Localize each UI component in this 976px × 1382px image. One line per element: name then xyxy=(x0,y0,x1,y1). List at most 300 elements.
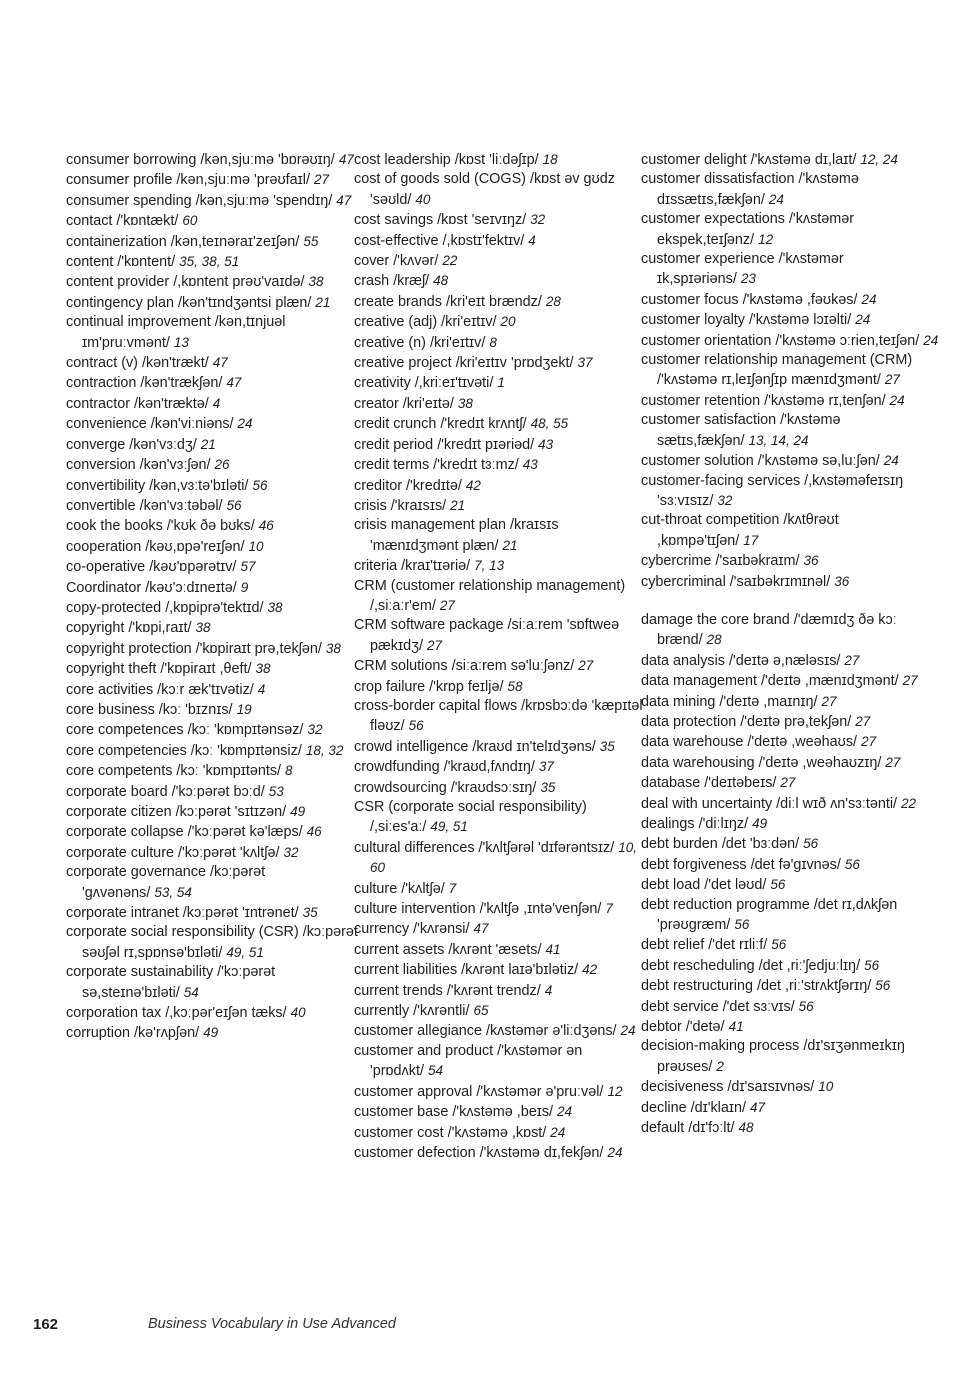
index-term: crisis /'kraɪsɪs/ xyxy=(354,497,447,514)
index-page-refs: 36 xyxy=(803,553,819,569)
index-page-refs: 28 xyxy=(706,632,722,648)
index-page-refs: 12 xyxy=(607,1083,623,1099)
index-entry xyxy=(354,919,646,939)
index-page-refs: 27 xyxy=(821,693,837,709)
index-entry xyxy=(354,960,646,980)
index-entry xyxy=(641,753,941,773)
index-entry xyxy=(66,272,358,292)
index-term: convertible /kən'vɜːtəbəl/ xyxy=(66,497,223,514)
index-page-refs: 28 xyxy=(545,293,561,309)
index-entry xyxy=(354,496,646,516)
index-entry xyxy=(641,472,941,512)
index-term: core competences /kɔː 'kɒmpɪtənsəz/ xyxy=(66,722,304,739)
index-term: culture intervention /'kʌltʃə ,ɪntə'venʃən/ xyxy=(354,901,602,918)
index-entry xyxy=(354,899,646,919)
index-term: contraction /kən'trækʃən/ xyxy=(66,375,223,392)
index-entry xyxy=(641,773,941,793)
index-entry xyxy=(66,963,358,1003)
index-page-refs: 21 xyxy=(315,294,331,310)
index-page-refs: 56 xyxy=(803,836,819,852)
index-entry xyxy=(641,511,941,551)
index-page-refs: 47 xyxy=(336,192,352,208)
index-term: data warehousing /'deɪtə ,weəhaʊzɪŋ/ xyxy=(641,754,882,771)
index-page-refs: 24 xyxy=(237,416,253,432)
index-term: data warehouse /'deɪtə ,weəhaʊs/ xyxy=(641,734,858,751)
index-entry xyxy=(354,556,646,576)
index-entry xyxy=(66,496,358,516)
index-term: debt burden /det 'bɜːdən/ xyxy=(641,836,800,853)
index-page-refs: 41 xyxy=(728,1019,744,1035)
index-term: CRM software package /siːaːrem 'sɒftweə pækɪdʒ/ xyxy=(354,617,620,654)
index-term: consumer spending /kən,sjuːmə 'spendɪŋ/ xyxy=(66,192,333,209)
index-page-refs: 49 xyxy=(752,816,768,831)
index-entry xyxy=(354,940,646,960)
index-page-refs: 56 xyxy=(734,917,750,933)
index-term: containerization /kən,teɪnəraɪ'zeɪʃən/ xyxy=(66,233,300,250)
index-entry xyxy=(66,232,358,252)
index-entry xyxy=(641,671,941,691)
index-term: credit crunch /'kredɪt krʌntʃ/ xyxy=(354,416,527,433)
index-term: default /dɪ'fɔːlt/ xyxy=(641,1120,735,1137)
index-entry xyxy=(641,611,941,651)
index-page-refs: 36 xyxy=(834,573,850,589)
index-page-refs: 7 xyxy=(448,880,457,896)
index-page-refs: 48, 55 xyxy=(530,416,569,432)
index-page-refs: 10, 60 xyxy=(370,839,638,876)
index-entry xyxy=(354,251,646,271)
index-term: crash /kræʃ/ xyxy=(354,273,430,290)
index-term: creative (n) /kri'eɪtɪv/ xyxy=(354,334,486,351)
book-title: Business Vocabulary in Use Advanced xyxy=(148,1316,396,1332)
index-entry xyxy=(354,1143,646,1163)
index-page-refs: 24 xyxy=(889,392,905,408)
index-term: continual improvement /kən,tɪnjuəl ɪm'pruːvmənt/ xyxy=(66,314,286,351)
index-page-refs: 43 xyxy=(538,436,554,452)
index-entry xyxy=(641,572,941,592)
index-term: customer satisfaction /'kʌstəmə sætɪs,fækʃən/ xyxy=(641,412,841,449)
index-page-refs: 24 xyxy=(923,332,939,348)
index-page-refs: 57 xyxy=(240,559,256,575)
index-term: copyright protection /'kɒpiraɪt prə,tekʃən/ xyxy=(66,640,322,657)
index-term: data analysis /'deɪtə ə,næləsɪs/ xyxy=(641,652,841,669)
index-page-refs: 41 xyxy=(545,941,561,957)
index-page-refs: 23 xyxy=(740,271,756,287)
index-page-refs: 27 xyxy=(314,172,330,188)
index-entry xyxy=(66,903,358,923)
index-entry xyxy=(641,855,941,875)
index-term: Coordinator /kəʊ'ɔːdɪneɪtə/ xyxy=(66,579,237,596)
index-term: data mining /'deɪtə ,maɪnɪŋ/ xyxy=(641,693,818,710)
index-entry xyxy=(354,677,646,697)
index-term: decline /dɪ'klaɪn/ xyxy=(641,1099,746,1116)
index-page-refs: 47 xyxy=(750,1099,766,1115)
index-entry xyxy=(66,923,358,963)
index-page-refs: 27 xyxy=(884,372,900,388)
index-entry xyxy=(354,353,646,373)
index-entry xyxy=(641,551,941,571)
index-term: current liabilities /kʌrənt laɪə'bɪlətiz/ xyxy=(354,962,579,979)
index-term: customer and product /'kʌstəmər ən 'prɒdʌkt/ xyxy=(354,1042,583,1080)
index-page-refs: 60 xyxy=(182,213,198,229)
index-entry xyxy=(641,1017,941,1037)
index-entry xyxy=(66,211,358,231)
index-term: currently /'kʌrəntli/ xyxy=(354,1003,470,1020)
index-term: debt relief /'det rɪliːf/ xyxy=(641,937,768,954)
index-entry xyxy=(66,782,358,802)
index-page-refs: 27 xyxy=(855,713,871,729)
index-page-refs: 27 xyxy=(578,658,594,674)
index-page-refs: 26 xyxy=(214,457,230,473)
index-entry xyxy=(641,290,941,310)
index-page-refs: 1 xyxy=(497,375,505,391)
index-entry xyxy=(641,1118,941,1138)
index-entry xyxy=(354,414,646,434)
index-entry xyxy=(66,822,358,842)
index-entry xyxy=(66,373,358,393)
index-entry xyxy=(641,814,941,834)
index-entry xyxy=(354,435,646,455)
page-number: 162 xyxy=(33,1316,59,1333)
index-page-refs: 24 xyxy=(855,312,871,328)
index-entry xyxy=(641,976,941,996)
index-term: creativity /,kriːeɪ'tɪvəti/ xyxy=(354,375,494,392)
index-entry xyxy=(354,1042,646,1082)
index-term: crowdfunding /'kraʊd,fʌndɪŋ/ xyxy=(354,759,535,776)
index-entry xyxy=(66,191,358,211)
index-term: customer-facing services /,kʌstəməfeɪsɪŋ 'sɜːvɪsɪz/ xyxy=(641,472,904,509)
index-term: content provider /,kɒntent prəʊ'vaɪdə/ xyxy=(66,274,305,291)
index-entry xyxy=(641,1037,941,1077)
index-term: copy-protected /,kɒpiprə'tektɪd/ xyxy=(66,599,264,616)
index-page-refs: 10 xyxy=(248,538,264,554)
index-entry xyxy=(354,150,646,170)
index-entry xyxy=(66,537,358,557)
index-term: contingency plan /kən'tɪndʒəntsi plæn/ xyxy=(66,294,312,311)
index-entry xyxy=(354,292,646,312)
index-term: conversion /kən'vɜːʃən/ xyxy=(66,457,211,474)
index-page-refs: 24 xyxy=(620,1023,636,1039)
index-entry xyxy=(641,170,941,210)
index-term: debtor /'detə/ xyxy=(641,1019,725,1036)
index-term: corporate culture /'kɔːpərət 'kʌltʃə/ xyxy=(66,844,280,861)
index-term: debt load /'det ləʊd/ xyxy=(641,877,767,894)
index-entry xyxy=(66,435,358,455)
index-term: debt forgiveness /det fə'gɪvnəs/ xyxy=(641,856,841,873)
index-page-refs: 56 xyxy=(770,877,786,893)
index-term: current trends /'kʌrənt trendz/ xyxy=(354,982,541,999)
index-term: contact /'kɒntækt/ xyxy=(66,213,179,230)
index-entry xyxy=(354,333,646,353)
index-page-refs: 2 xyxy=(716,1058,724,1074)
index-term: cultural differences /'kʌltʃərəl 'dɪfərəntsɪz/ xyxy=(354,839,615,856)
index-entry xyxy=(354,1082,646,1102)
index-page-refs: 56 xyxy=(408,718,424,734)
index-page-refs: 35 xyxy=(540,779,556,795)
index-term: cover /'kʌvər/ xyxy=(354,253,439,270)
index-term: current assets /kʌrənt 'æsets/ xyxy=(354,941,542,958)
index-term: creditor /'kredɪtə/ xyxy=(354,477,462,494)
index-term: crop failure /'krɒp feɪljə/ xyxy=(354,678,504,695)
index-entry xyxy=(641,411,941,451)
index-entry xyxy=(641,712,941,732)
index-term: copyright theft /'kɒpiraɪt ,θeft/ xyxy=(66,661,252,678)
index-column-3 xyxy=(641,150,941,1139)
index-page-refs: 22 xyxy=(901,795,917,811)
index-term: debt service /'det sɜːvɪs/ xyxy=(641,998,795,1015)
index-entry xyxy=(354,476,646,496)
index-entry xyxy=(354,616,646,656)
index-page-refs: 35, 38, 51 xyxy=(179,254,240,270)
index-entry xyxy=(354,737,646,757)
index-entry xyxy=(354,516,646,556)
index-term: core business /kɔː 'bɪznɪs/ xyxy=(66,701,233,718)
index-page-refs: 12, 24 xyxy=(860,152,898,167)
index-term: consumer borrowing /kən,sjuːmə 'bɒrəʊɪŋ/ xyxy=(66,152,335,168)
index-entry xyxy=(354,577,646,617)
index-page-refs: 21 xyxy=(450,497,466,513)
index-term: customer base /'kʌstəmə ,beɪs/ xyxy=(354,1104,554,1121)
index-page-refs: 7 xyxy=(605,901,613,917)
index-page-refs: 49 xyxy=(290,804,306,819)
index-term: cook the books /'kʊk ðə bʊks/ xyxy=(66,518,255,535)
index-entry xyxy=(66,741,358,761)
index-page-refs: 13 xyxy=(173,334,189,350)
index-page-refs: 56 xyxy=(252,477,268,493)
index-entry xyxy=(641,310,941,330)
index-page-refs: 48 xyxy=(738,1120,754,1136)
index-column-1 xyxy=(66,150,358,1044)
index-term: core competents /kɔː 'kɒmpɪtənts/ xyxy=(66,763,282,780)
index-entry xyxy=(66,659,358,679)
index-page-refs: 27 xyxy=(885,754,901,770)
index-term: CRM (customer relationship management) /,siːaːr'em/ xyxy=(354,577,626,614)
index-page-refs: 56 xyxy=(844,856,860,872)
index-page-refs: 8 xyxy=(489,334,497,350)
letter-section-gap xyxy=(641,592,941,611)
index-term: corporate social responsibility (CSR) /kɔːpərət səʊʃəl rɪ,spɒnsə'bɪləti/ xyxy=(66,924,358,961)
index-entry xyxy=(641,210,941,250)
index-page-refs: 4 xyxy=(528,232,536,248)
index-term: create brands /kri'eɪt brændz/ xyxy=(354,293,542,310)
index-page-refs: 24 xyxy=(550,1124,566,1140)
index-term: crisis management plan /kraɪsɪs 'mænɪdʒmənt plæn/ xyxy=(354,517,559,554)
index-term: content /'kɒntent/ xyxy=(66,254,176,271)
index-term: convertibility /kən,vɜːtə'bɪləti/ xyxy=(66,477,249,494)
page-footer xyxy=(0,1316,976,1336)
index-page-refs: 27 xyxy=(902,673,918,689)
index-term: contractor /kən'træktə/ xyxy=(66,395,209,412)
index-page-refs: 56 xyxy=(798,998,814,1014)
index-entry xyxy=(354,838,646,879)
index-term: converge /kən'vɜːdʒ/ xyxy=(66,436,197,453)
index-page-refs: 47 xyxy=(226,375,242,391)
index-term: creator /kri'eɪtə/ xyxy=(354,395,454,412)
index-term: cross-border capital flows /krɒsbɔːdə 'kæpɪtəl fləʊz/ xyxy=(354,697,643,735)
index-page-refs: 32 xyxy=(283,844,299,860)
index-entry xyxy=(354,981,646,1001)
index-entry xyxy=(66,843,358,863)
index-entry xyxy=(354,757,646,777)
index-term: currency /'kʌrənsi/ xyxy=(354,921,470,938)
index-page-refs: 12 xyxy=(758,231,774,247)
index-term: damage the core brand /'dæmɪdʒ ðə kɔː brænd/ xyxy=(641,611,897,649)
index-entry xyxy=(66,761,358,781)
index-term: customer orientation /'kʌstəmə ɔːrien,teɪʃən/ xyxy=(641,332,920,349)
index-page-refs: 49, 51 xyxy=(226,944,264,960)
index-page-refs: 38 xyxy=(195,620,211,636)
index-term: customer defection /'kʌstəmə dɪ,fekʃən/ xyxy=(354,1144,604,1161)
index-entry xyxy=(66,455,358,475)
index-page-refs: 21 xyxy=(200,436,216,452)
index-page-refs: 37 xyxy=(577,355,593,371)
index-entry xyxy=(66,170,358,190)
index-entry xyxy=(66,476,358,496)
index-page-refs: 40 xyxy=(290,1005,306,1021)
index-page-refs: 4 xyxy=(212,395,221,411)
index-entry xyxy=(66,394,358,414)
index-entry xyxy=(354,312,646,332)
index-term: core competencies /kɔː 'kɒmpɪtənsiz/ xyxy=(66,742,302,759)
index-entry xyxy=(66,414,358,434)
index-entry xyxy=(354,373,646,393)
index-term: decisiveness /dɪ'saɪsɪvnəs/ xyxy=(641,1079,815,1096)
index-page-refs: 46 xyxy=(306,824,322,840)
index-term: customer expectations /'kʌstəmər ekspek,teɪʃənz/ xyxy=(641,211,855,248)
index-page-refs: 40 xyxy=(415,191,431,207)
index-term: contract (v) /kən'trækt/ xyxy=(66,355,209,372)
index-entry xyxy=(66,1023,358,1043)
index-entry xyxy=(66,150,358,170)
index-entry xyxy=(354,798,646,838)
index-page-refs: 53 xyxy=(268,783,284,799)
index-entry xyxy=(641,997,941,1017)
index-term: creative project /kri'eɪtɪv 'prɒdʒekt/ xyxy=(354,355,574,372)
index-entry xyxy=(354,394,646,414)
index-entry xyxy=(641,391,941,411)
index-page-refs: 54 xyxy=(183,984,199,1000)
index-page-refs: 9 xyxy=(240,579,249,595)
index-page-refs: 21 xyxy=(502,537,518,553)
index-entry xyxy=(66,293,358,313)
index-term: cut-throat competition /kʌtθrəʊt ,kɒmpə'tɪʃən/ xyxy=(641,512,839,549)
index-entry xyxy=(354,656,646,676)
index-page-refs: 38 xyxy=(308,274,324,290)
index-term: culture /'kʌltʃə/ xyxy=(354,880,445,897)
index-page-refs: 32 xyxy=(307,722,323,738)
index-term: cybercriminal /'saɪbəkrɪmɪnəl/ xyxy=(641,573,831,590)
index-page-refs: 8 xyxy=(285,763,293,779)
index-page-refs: 7, 13 xyxy=(474,558,505,574)
index-term: cost-effective /,kɒstɪ'fektɪv/ xyxy=(354,232,525,249)
index-term: customer retention /'kʌstəmə rɪ,tenʃən/ xyxy=(641,392,886,409)
index-page-refs: 49, 51 xyxy=(430,819,468,835)
index-entry xyxy=(354,1102,646,1122)
index-page-refs: 56 xyxy=(226,497,242,513)
index-entry xyxy=(641,794,941,814)
index-entry xyxy=(354,697,646,737)
index-entry xyxy=(641,956,941,976)
index-entry xyxy=(354,1021,646,1041)
index-term: crowd intelligence /kraʊd ɪn'telɪdʒəns/ xyxy=(354,738,596,755)
index-term: core activities /kɔːr æk'tɪvətiz/ xyxy=(66,681,254,698)
index-entry xyxy=(641,331,941,351)
index-page-refs: 38 xyxy=(325,640,341,656)
index-page-refs: 24 xyxy=(861,291,877,307)
index-term: customer approval /'kʌstəmər ə'pruːvəl/ xyxy=(354,1083,604,1100)
index-term: data protection /'deɪtə prə,tekʃən/ xyxy=(641,713,852,730)
index-page-refs: 56 xyxy=(771,937,787,953)
index-entry xyxy=(66,353,358,373)
index-page-refs: 35 xyxy=(302,905,318,921)
index-entry xyxy=(66,680,358,700)
index-entry xyxy=(66,863,358,903)
index-term: corporate governance /kɔːpərət 'gʌvənəns/ xyxy=(66,864,266,901)
index-page-refs: 27 xyxy=(426,637,442,653)
index-page-refs: 32 xyxy=(530,212,546,228)
index-page-refs: 49 xyxy=(203,1025,219,1041)
index-entry xyxy=(354,231,646,251)
index-page-refs: 55 xyxy=(303,233,319,249)
index-entry xyxy=(354,210,646,230)
index-page-refs: 24 xyxy=(607,1144,623,1160)
index-entry xyxy=(354,455,646,475)
index-page-refs: 22 xyxy=(442,253,458,269)
index-term: customer dissatisfaction /'kʌstəmə dɪssætɪs,fækʃən/ xyxy=(641,171,859,208)
index-term: customer loyalty /'kʌstəmə lɔɪəlti/ xyxy=(641,312,852,329)
index-entry xyxy=(66,618,358,638)
index-entry xyxy=(354,170,646,210)
index-page-refs: 43 xyxy=(522,457,538,473)
index-page-refs: 17 xyxy=(743,532,759,548)
index-term: cybercrime /'saɪbəkraɪm/ xyxy=(641,553,800,570)
index-entry xyxy=(66,598,358,618)
index-entry xyxy=(66,252,358,272)
index-page-refs: 13, 14, 24 xyxy=(748,432,809,448)
index-page-refs: 20 xyxy=(500,314,516,330)
index-entry xyxy=(66,578,358,598)
index-term: creative (adj) /kri'eɪtɪv/ xyxy=(354,314,497,331)
index-entry xyxy=(66,700,358,720)
index-page-refs: 48 xyxy=(433,273,449,289)
index-term: cost savings /kɒst 'seɪvɪŋz/ xyxy=(354,212,527,229)
index-page-refs: 53, 54 xyxy=(154,884,192,900)
index-page-refs: 42 xyxy=(582,962,598,978)
index-term: customer focus /'kʌstəmə ,fəʊkəs/ xyxy=(641,291,858,308)
index-term: customer cost /'kʌstəmə ,kɒst/ xyxy=(354,1124,547,1141)
index-term: CRM solutions /siːaːrem sə'luːʃənz/ xyxy=(354,658,575,675)
index-term: cost leadership /kɒst 'liːdəʃɪp/ xyxy=(354,152,539,168)
index-term: customer solution /'kʌstəmə sə,luːʃən/ xyxy=(641,453,880,470)
index-page-refs: 32 xyxy=(717,492,733,508)
index-term: debt rescheduling /det ,riː'ʃedjuːlɪŋ/ xyxy=(641,957,861,974)
index-page-refs: 38 xyxy=(255,661,271,677)
index-entry xyxy=(641,896,941,936)
index-entry xyxy=(641,1077,941,1097)
index-entry xyxy=(66,802,358,822)
index-column-2 xyxy=(354,150,646,1163)
index-entry xyxy=(66,720,358,740)
index-page-refs: 19 xyxy=(236,701,252,717)
index-entry xyxy=(354,1001,646,1021)
index-entry xyxy=(354,778,646,798)
index-page-refs: 27 xyxy=(439,597,455,613)
index-term: corporate board /'kɔːpərət bɔːd/ xyxy=(66,783,265,800)
index-term: corporate intranet /kɔːpərət 'ɪntrənet/ xyxy=(66,905,299,922)
index-page-refs: 56 xyxy=(875,978,891,994)
index-term: cooperation /kəʊ,ɒpə'reɪʃən/ xyxy=(66,538,245,555)
index-page-refs: 47 xyxy=(473,921,489,937)
index-term: customer relationship management (CRM) /'kʌstəmə rɪ,leɪʃənʃɪp mænɪdʒmənt/ xyxy=(641,352,913,389)
